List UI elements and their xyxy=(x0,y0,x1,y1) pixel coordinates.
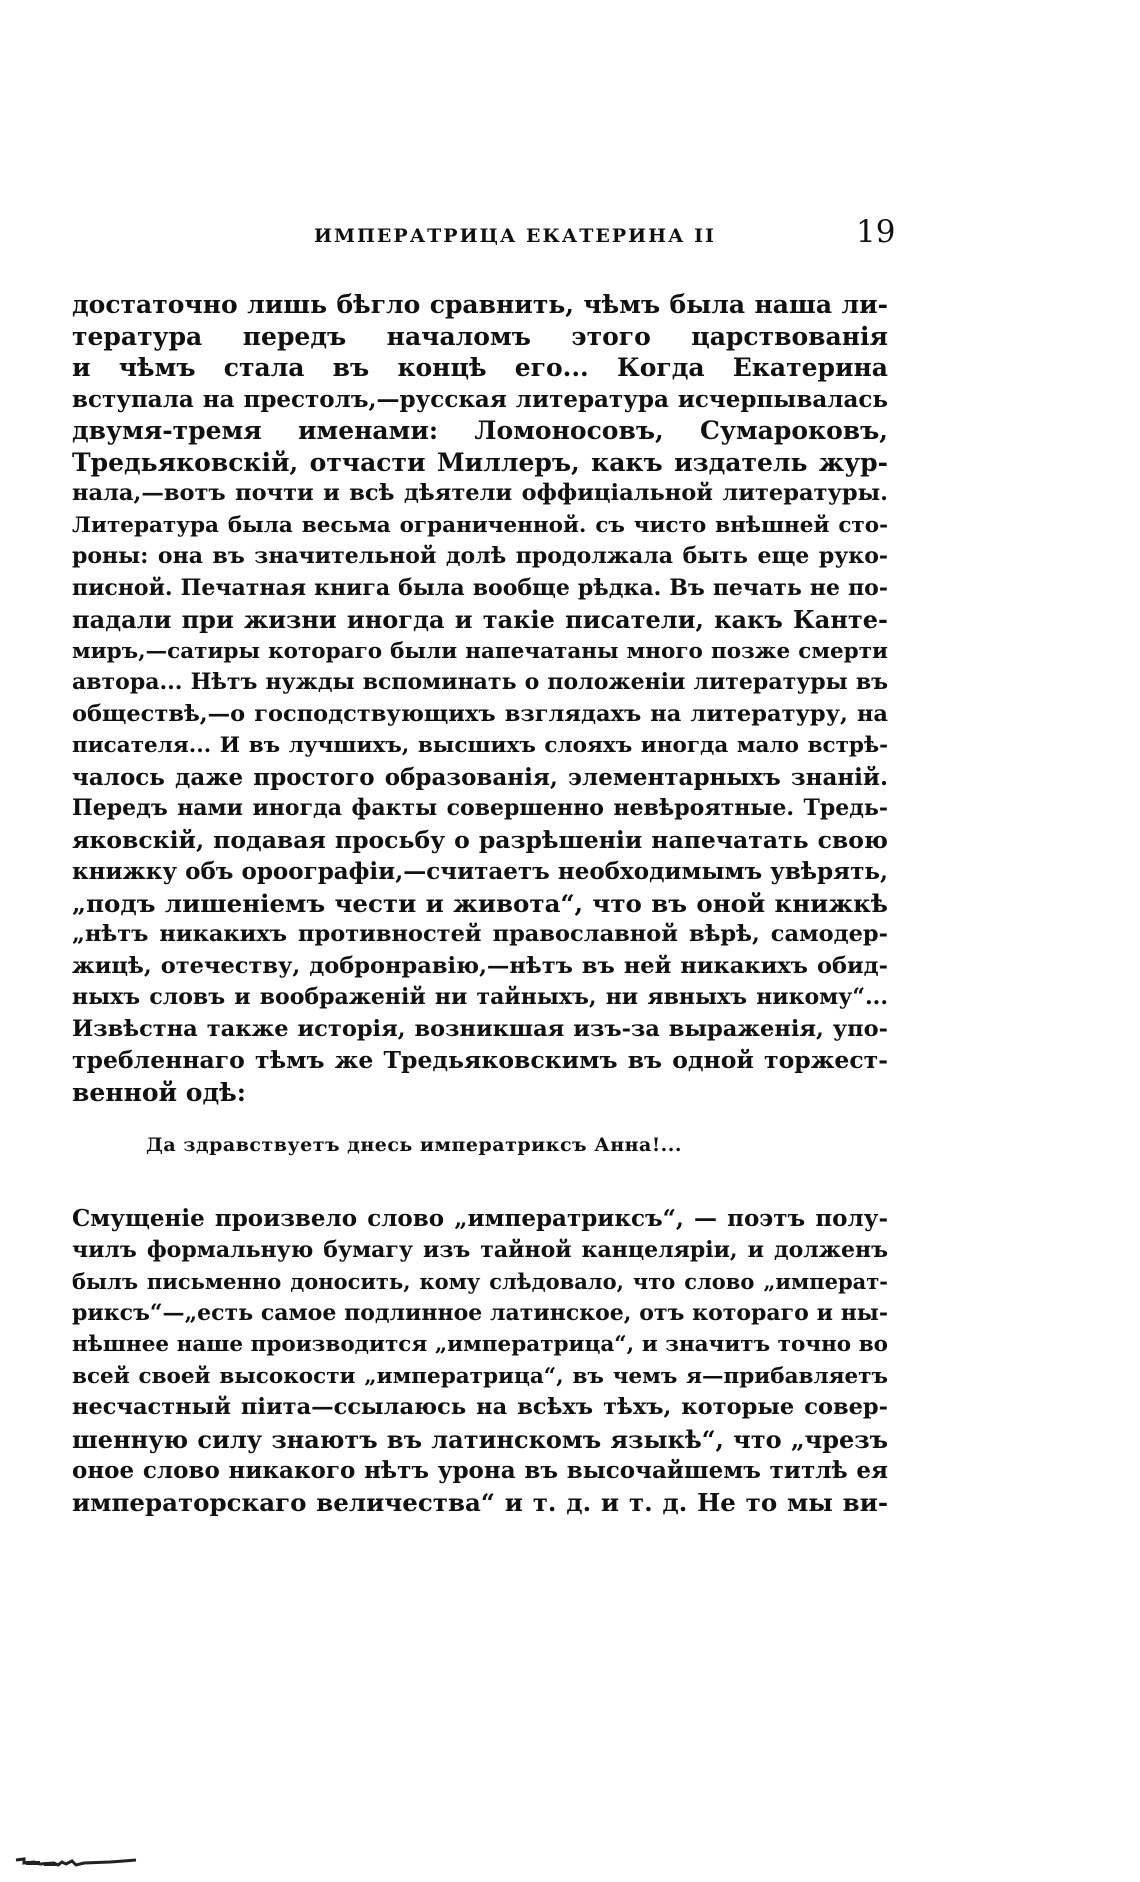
text-line: риксъ“—„есть самое подлинное латинское, отъ котораго и ны- xyxy=(72,1299,888,1326)
text-line: писной. Печатная книга была вообще рѣдка. Въ печать не по- xyxy=(72,574,888,601)
text-line: обществѣ,—о господствующихъ взглядахъ на литературу, на xyxy=(72,700,888,727)
text-line: жицѣ, отечеству, добронравію,—нѣтъ въ ней никакихъ обид- xyxy=(72,952,888,979)
text-line: Тредьяковскій, отчасти Миллеръ, какъ издатель жур- xyxy=(72,447,888,477)
text-line: яковскій, подавая просьбу о разрѣшеніи напечатать свою xyxy=(72,825,888,854)
text-line: достаточно лишь бѣгло сравнить, чѣмъ была наша ли- xyxy=(72,290,888,319)
text-line: оное слово никакого нѣтъ урона въ высочайшемъ титлѣ ея xyxy=(72,1457,888,1484)
text-line: венной одѣ: xyxy=(72,1077,246,1107)
text-line: нала,—вотъ почти и всѣ дѣятели оффиціальной литературы. xyxy=(72,480,888,506)
text-line: Литература была весьма ограниченной. съ чисто внѣшней сто- xyxy=(72,512,888,538)
text-line: несчастный піита—ссылаюсь на всѣхъ тѣхъ, которые совер- xyxy=(72,1394,888,1420)
paragraph-2 xyxy=(72,1203,888,1518)
paragraph-1 xyxy=(72,289,888,1108)
text-line: всей своей высокости „императрица“, въ чемъ я—прибавляетъ xyxy=(72,1363,888,1389)
text-line: „подъ лишеніемъ чести и живота“, что въ оной книжкѣ xyxy=(72,888,888,918)
text-line: былъ письменно доносить, кому слѣдовало, что слово „императ- xyxy=(72,1269,888,1294)
text-line: двумя-тремя именами: Ломоносовъ, Сумароковъ, xyxy=(72,416,888,445)
text-line: роны: она въ значительной долѣ продолжала быть еще руко- xyxy=(72,543,888,569)
text-line: книжку объ ороографіи,—считаетъ необходимымъ увѣрять, xyxy=(72,858,888,885)
text-line: писателя... И въ лучшихъ, высшихъ слояхъ иногда мало встрѣ- xyxy=(72,733,888,758)
text-line: императорскаго величества“ и т. д. и т. д. Не то мы ви- xyxy=(72,1487,888,1517)
text-line: автора... Нѣтъ нужды вспоминать о положеніи литературы въ xyxy=(72,669,888,695)
text-line: требленнаго тѣмъ же Тредьяковскимъ въ одной торжест- xyxy=(72,1046,888,1074)
text-line: вступала на престолъ,—русская литература исчерпывалась xyxy=(72,385,888,413)
text-line: падали при жизни иногда и такіе писатели, какъ Канте- xyxy=(72,605,888,634)
text-line: шенную силу знаютъ въ латинскомъ языкѣ“, что „чрезъ xyxy=(72,1424,888,1454)
text-line: чалось даже простого образованія, элементарныхъ знаній. xyxy=(72,763,888,791)
text-line: Смущеніе произвело слово „императриксъ“, — поэтъ полу- xyxy=(72,1205,888,1232)
text-line: тература передъ началомъ этого царствованія xyxy=(72,321,888,351)
verse-quote: Да здравствуетъ днесь императриксъ Анна!... xyxy=(146,1134,683,1156)
scan-artifact-mark xyxy=(14,1856,139,1868)
text-line: чилъ формальную бумагу изъ тайной канцеляріи, и долженъ xyxy=(72,1236,888,1263)
text-line: нѣшнее наше производится „императрица“, и значитъ точно во xyxy=(72,1332,888,1357)
text-line: и чѣмъ стала въ концѣ его... Когда Екатерина xyxy=(72,353,888,382)
text-line: „нѣтъ никакихъ противностей православной вѣрѣ, самодер- xyxy=(72,921,888,947)
page-number: 19 xyxy=(856,214,896,250)
running-title: ИМПЕРАТРИЦА ЕКАТЕРИНА II xyxy=(314,225,716,247)
text-line: Извѣстна также исторія, возникшая изъ-за выраженія, упо- xyxy=(72,1015,888,1042)
text-line: миръ,—сатиры котораго были напечатаны много позже смерти xyxy=(72,638,888,664)
text-line: ныхъ словъ и воображеній ни тайныхъ, ни явныхъ никому“... xyxy=(72,984,888,1010)
text-line: Передъ нами иногда факты совершенно невѣроятные. Тредь- xyxy=(72,795,888,821)
